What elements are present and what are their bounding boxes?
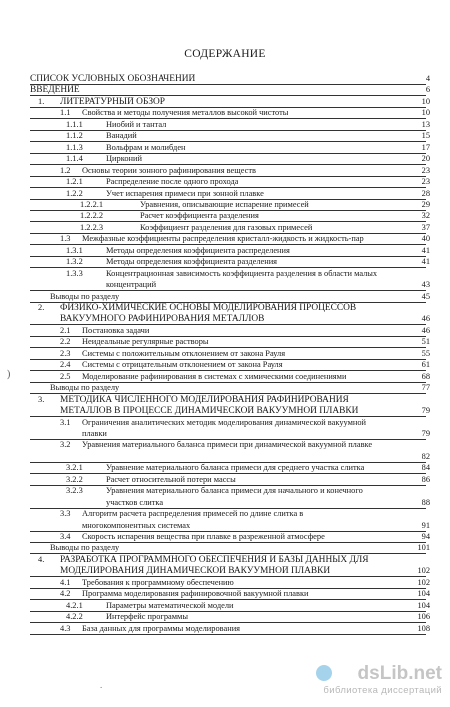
toc-entry-number: 4. (38, 554, 45, 564)
toc-entry-title: База данных для программы моделирования (82, 623, 241, 633)
toc-entry (0, 521, 450, 533)
toc-entry-title: Параметры математической модели (106, 600, 234, 610)
toc-entry-number: 4.2 (60, 589, 71, 599)
toc-entry-page: 10 (421, 108, 430, 118)
toc-entry-title: Учет испарения примеси при зонной плавке (106, 188, 264, 198)
toc-entry (0, 395, 450, 407)
toc-entry-title: Моделирование рафинирования в системах с химическими соединениями (82, 371, 347, 381)
toc-entry-page: 10 (421, 96, 430, 106)
toc-entry-number: 2.3 (60, 348, 71, 358)
toc-entry-title: Ванадий (106, 131, 137, 141)
toc-entry (0, 269, 450, 281)
toc-entry-page: 101 (417, 543, 430, 553)
toc-entry (0, 360, 450, 372)
toc-entry (0, 475, 450, 487)
toc-entry-rule (30, 634, 426, 635)
toc-entry-number: 3.4 (60, 532, 71, 541)
toc-entry-page: 61 (421, 360, 430, 370)
toc-entry-title: Неидеальные регулярные растворы (82, 337, 209, 347)
toc-entry (0, 440, 450, 452)
toc-entry-title: Ниобий и тантал (106, 119, 167, 129)
toc-entry-title: участков слитка (106, 497, 164, 507)
bottom-mark: . (100, 680, 103, 690)
toc-entry (0, 326, 450, 338)
toc-entry (0, 406, 450, 418)
toc-entry-page: 29 (421, 199, 430, 209)
toc-entry-page: 46 (421, 325, 430, 335)
toc-entry-title: Интерфейс программы (106, 612, 188, 622)
toc-entry-number: 1.2.2.3 (80, 222, 104, 232)
watermark (312, 663, 442, 699)
toc-entry-title: Уравнения материального баланса примеси для начального и конечного (106, 486, 363, 496)
toc-entry-number: 1.3 (60, 234, 71, 244)
toc-entry-page: 102 (417, 566, 430, 576)
toc-entry-page: 45 (421, 291, 430, 301)
toc-entry (0, 85, 450, 97)
toc-entry-page: 46 (421, 314, 430, 324)
toc-entry-page: 23 (421, 177, 430, 187)
toc-entry (0, 601, 450, 613)
toc-entry-number: 2. (38, 303, 45, 312)
toc-entry-number: 1.3.2 (66, 257, 83, 267)
toc-entry (0, 108, 450, 120)
toc-entry-title: концентраций (106, 280, 157, 290)
toc-entry (0, 143, 450, 155)
toc-entry-number: 2.4 (60, 360, 71, 370)
toc-entry-number: 4.2.2 (66, 612, 83, 622)
watermark-logo-icon (316, 665, 332, 681)
toc-entry (0, 246, 450, 258)
toc-entry-title: Выводы по разделу (50, 543, 120, 553)
toc-entry-title: СПИСОК УСЛОВНЫХ ОБОЗНАЧЕНИЙ (30, 74, 196, 84)
toc-entry-title: Распределение после одного прохода (106, 177, 239, 187)
toc-entry-number: 1.1.2 (66, 131, 83, 141)
toc-entry-title: Основы теории зонного рафинирования веществ (82, 165, 256, 175)
toc-entry (0, 452, 450, 464)
toc-entry (0, 234, 450, 246)
toc-entry-title: Постановка задачи (82, 325, 150, 335)
toc-entry-number: 1. (38, 96, 45, 106)
toc-entry (0, 589, 450, 601)
toc-entry-title: Цирконий (106, 154, 142, 164)
toc-entry-page: 88 (421, 497, 430, 507)
toc-entry-page: 43 (421, 280, 430, 290)
toc-entry-page: 104 (417, 600, 430, 610)
toc-entry-number: 2.2 (60, 337, 71, 347)
toc-entry-number: 1.1.3 (66, 142, 83, 152)
toc-entry (0, 337, 450, 349)
toc-entry-page: 82 (421, 451, 430, 461)
toc-entry-page: 79 (421, 406, 430, 416)
toc-entry-title: Системы с положительным отклонением от закона Рауля (82, 348, 286, 358)
toc-entry-number: 1.2.1 (66, 177, 83, 187)
toc-entry (0, 257, 450, 269)
toc-entry-page: 102 (417, 577, 430, 587)
toc-entry-number: 4.3 (60, 623, 71, 633)
toc-entry (0, 429, 450, 441)
toc-entry-title: Расчет коэффициента разделения (140, 211, 259, 221)
toc-entry-number: 3. (38, 394, 45, 404)
toc-entry-page: 23 (421, 165, 430, 175)
toc-entry-title: Вольфрам и молибден (106, 142, 186, 152)
toc-entry-title: Межфазные коэффициенты распределения кристалл-жидкость и жидкость-пар (82, 234, 364, 244)
toc-entry-page: 4 (425, 74, 430, 83)
toc-entry-title: Системы с отрицательным отклонением от закона Рауля (82, 360, 283, 370)
toc-entry-title: Свойства и методы получения металлов высокой чистоты (82, 108, 289, 118)
watermark-logo: dsLib.net (357, 663, 442, 684)
toc-entry-page: 37 (421, 222, 430, 232)
toc-entry-page: 17 (421, 142, 430, 152)
toc-entry-page: 108 (417, 623, 430, 633)
toc-entry-title: Программа моделирования рафинировочной вакуумной плавки (82, 589, 309, 599)
toc-entry-page: 51 (421, 337, 430, 347)
watermark-subtitle: библиотека диссертаций (323, 685, 442, 696)
toc-entry-title: МЕТАЛЛОВ В ПРОЦЕССЕ ДИНАМИЧЕСКОЙ ВАКУУМНОЙ ПЛАВКИ (60, 406, 359, 417)
toc-entry (0, 200, 450, 212)
toc-entry-number: 4.1 (60, 577, 71, 587)
toc-entry-title: Уравнения материального баланса примеси при динамической вакуумной плавке (82, 440, 373, 450)
toc-entry (0, 532, 450, 544)
toc-entry-number: 1.2.2.2 (80, 211, 104, 221)
toc-entry-number: 1.2.2 (66, 188, 83, 198)
toc-entry-title: РАЗРАБОТКА ПРОГРАММНОГО ОБЕСПЕЧЕНИЯ И БАЗЫ ДАННЫХ ДЛЯ (60, 554, 369, 565)
toc-entry-number: 1.2.2.1 (80, 199, 104, 209)
toc-entry (0, 463, 450, 475)
toc-entry-title: Коэффициент разделения для газовых примесей (140, 222, 313, 232)
toc-entry-title: Уравнение материального баланса примеси для среднего участка слитка (106, 463, 365, 473)
toc-entry-page: 55 (421, 348, 430, 358)
toc-entry-number: 3.2.2 (66, 474, 83, 484)
toc-entry-title: плавки (82, 428, 107, 438)
toc-entry-title: Требования к программному обеспечению (82, 577, 234, 587)
toc-entry (0, 280, 450, 292)
toc-entry-title: Ограничения аналитических методик моделирования динамической вакуумной (82, 417, 367, 427)
toc-entry-title: Методы определения коэффициента распределения (106, 245, 290, 255)
toc-entry-title: ВАКУУМНОГО РАФИНИРОВАНИЯ МЕТАЛЛОВ (60, 314, 265, 325)
toc-entry (0, 120, 450, 132)
toc-entry-page: 104 (417, 589, 430, 599)
toc-entry-page: 28 (421, 188, 430, 198)
toc-entry (0, 612, 450, 624)
toc-entry (0, 578, 450, 590)
toc-entry (0, 177, 450, 189)
toc-entry-page: 68 (421, 371, 430, 381)
toc-entry (0, 566, 450, 578)
toc-entry-title: ЛИТЕРАТУРНЫЙ ОБЗОР (60, 96, 166, 107)
toc-entry-page: 6 (425, 85, 430, 95)
toc-entry-title: Расчет относительной потери массы (106, 474, 236, 484)
toc-entry (0, 211, 450, 223)
toc-entry (0, 97, 450, 109)
toc-entry (0, 154, 450, 166)
toc-entry-page: 91 (421, 520, 430, 530)
toc-entry-page: 77 (421, 383, 430, 393)
toc-entry-title: Концентрационная зависимость коэффициента разделения в области малых (106, 268, 378, 278)
toc-entry-number: 3.2.3 (66, 486, 83, 496)
toc-entry (0, 314, 450, 326)
toc-entry (0, 292, 450, 304)
toc-entry (0, 166, 450, 178)
toc-entry-number: 1.1.4 (66, 154, 83, 164)
page-title: СОДЕРЖАНИЕ (184, 48, 266, 60)
toc-entry-title: Скорость испарения вещества при плавке в разреженной атмосфере (82, 532, 325, 541)
toc-entry-title: Уравнения, описывающие испарение примесей (140, 199, 309, 209)
toc-entry-page: 86 (421, 474, 430, 484)
toc-entry-title: Выводы по разделу (50, 383, 120, 393)
toc-entry (0, 624, 450, 636)
toc-entry (0, 543, 450, 555)
toc-entry-page: 13 (421, 119, 430, 129)
toc-entry (0, 509, 450, 521)
toc-entry-number: 2.1 (60, 325, 71, 335)
toc-entry-number: 2.5 (60, 371, 71, 381)
toc-entry (0, 555, 450, 567)
toc-entry (0, 189, 450, 201)
toc-entry-page: 41 (421, 245, 430, 255)
toc-entry-number: 4.2.1 (66, 600, 83, 610)
toc-entry (0, 418, 450, 430)
toc-entry-page: 79 (421, 428, 430, 438)
toc-entry-page: 94 (421, 532, 430, 541)
toc-entry-title: ВВЕДЕНИЕ (30, 85, 80, 96)
toc-entry-number: 1.3.3 (66, 268, 83, 278)
toc-entry (0, 486, 450, 498)
toc-entry-title: многокомпонентных системах (82, 520, 191, 530)
toc-entry (0, 131, 450, 143)
toc-entry (0, 223, 450, 235)
toc-entry-page: 40 (421, 234, 430, 244)
toc-entry (0, 349, 450, 361)
toc-entry (0, 74, 450, 86)
toc-entry-title: ФИЗИКО-ХИМИЧЕСКИЕ ОСНОВЫ МОДЕЛИРОВАНИЯ ПРОЦЕССОВ (60, 303, 357, 313)
toc-entry-number: 1.1.1 (66, 119, 83, 129)
toc-entry-title: МОДЕЛИРОВАНИЯ ДИНАМИЧЕСКОЙ ВАКУУМНОЙ ПЛАВКИ (60, 566, 331, 577)
toc-entry (0, 303, 450, 315)
toc-entry-title: Выводы по разделу (50, 291, 120, 301)
toc-entry-page: 41 (421, 257, 430, 267)
toc-entry-title: Алгоритм расчета распределения примесей по длине слитка в (82, 509, 304, 519)
toc-entry-title: Методы определения коэффициента разделения (106, 257, 278, 267)
toc-entry-page: 15 (421, 131, 430, 141)
toc-entry-number: 1.2 (60, 165, 71, 175)
toc-entry (0, 383, 450, 395)
toc-entry-number: 3.3 (60, 509, 71, 519)
toc-entry-number: 3.1 (60, 417, 71, 427)
toc-entry-number: 1.3.1 (66, 245, 83, 255)
toc-entry (0, 498, 450, 510)
toc-entry-page: 32 (421, 211, 430, 221)
toc-entry-number: 3.2.1 (66, 463, 83, 473)
toc-entry-title: МЕТОДИКА ЧИСЛЕННОГО МОДЕЛИРОВАНИЯ РАФИНИРОВАНИЯ (60, 394, 349, 405)
toc-entry-page: 84 (421, 463, 430, 473)
toc-entry-page: 20 (421, 154, 430, 164)
toc-entry-number: 3.2 (60, 440, 71, 450)
margin-mark: ) (7, 369, 11, 380)
toc-entry (0, 372, 450, 384)
toc-entry-page: 106 (417, 612, 430, 622)
toc-entry-number: 1.1 (60, 108, 71, 118)
